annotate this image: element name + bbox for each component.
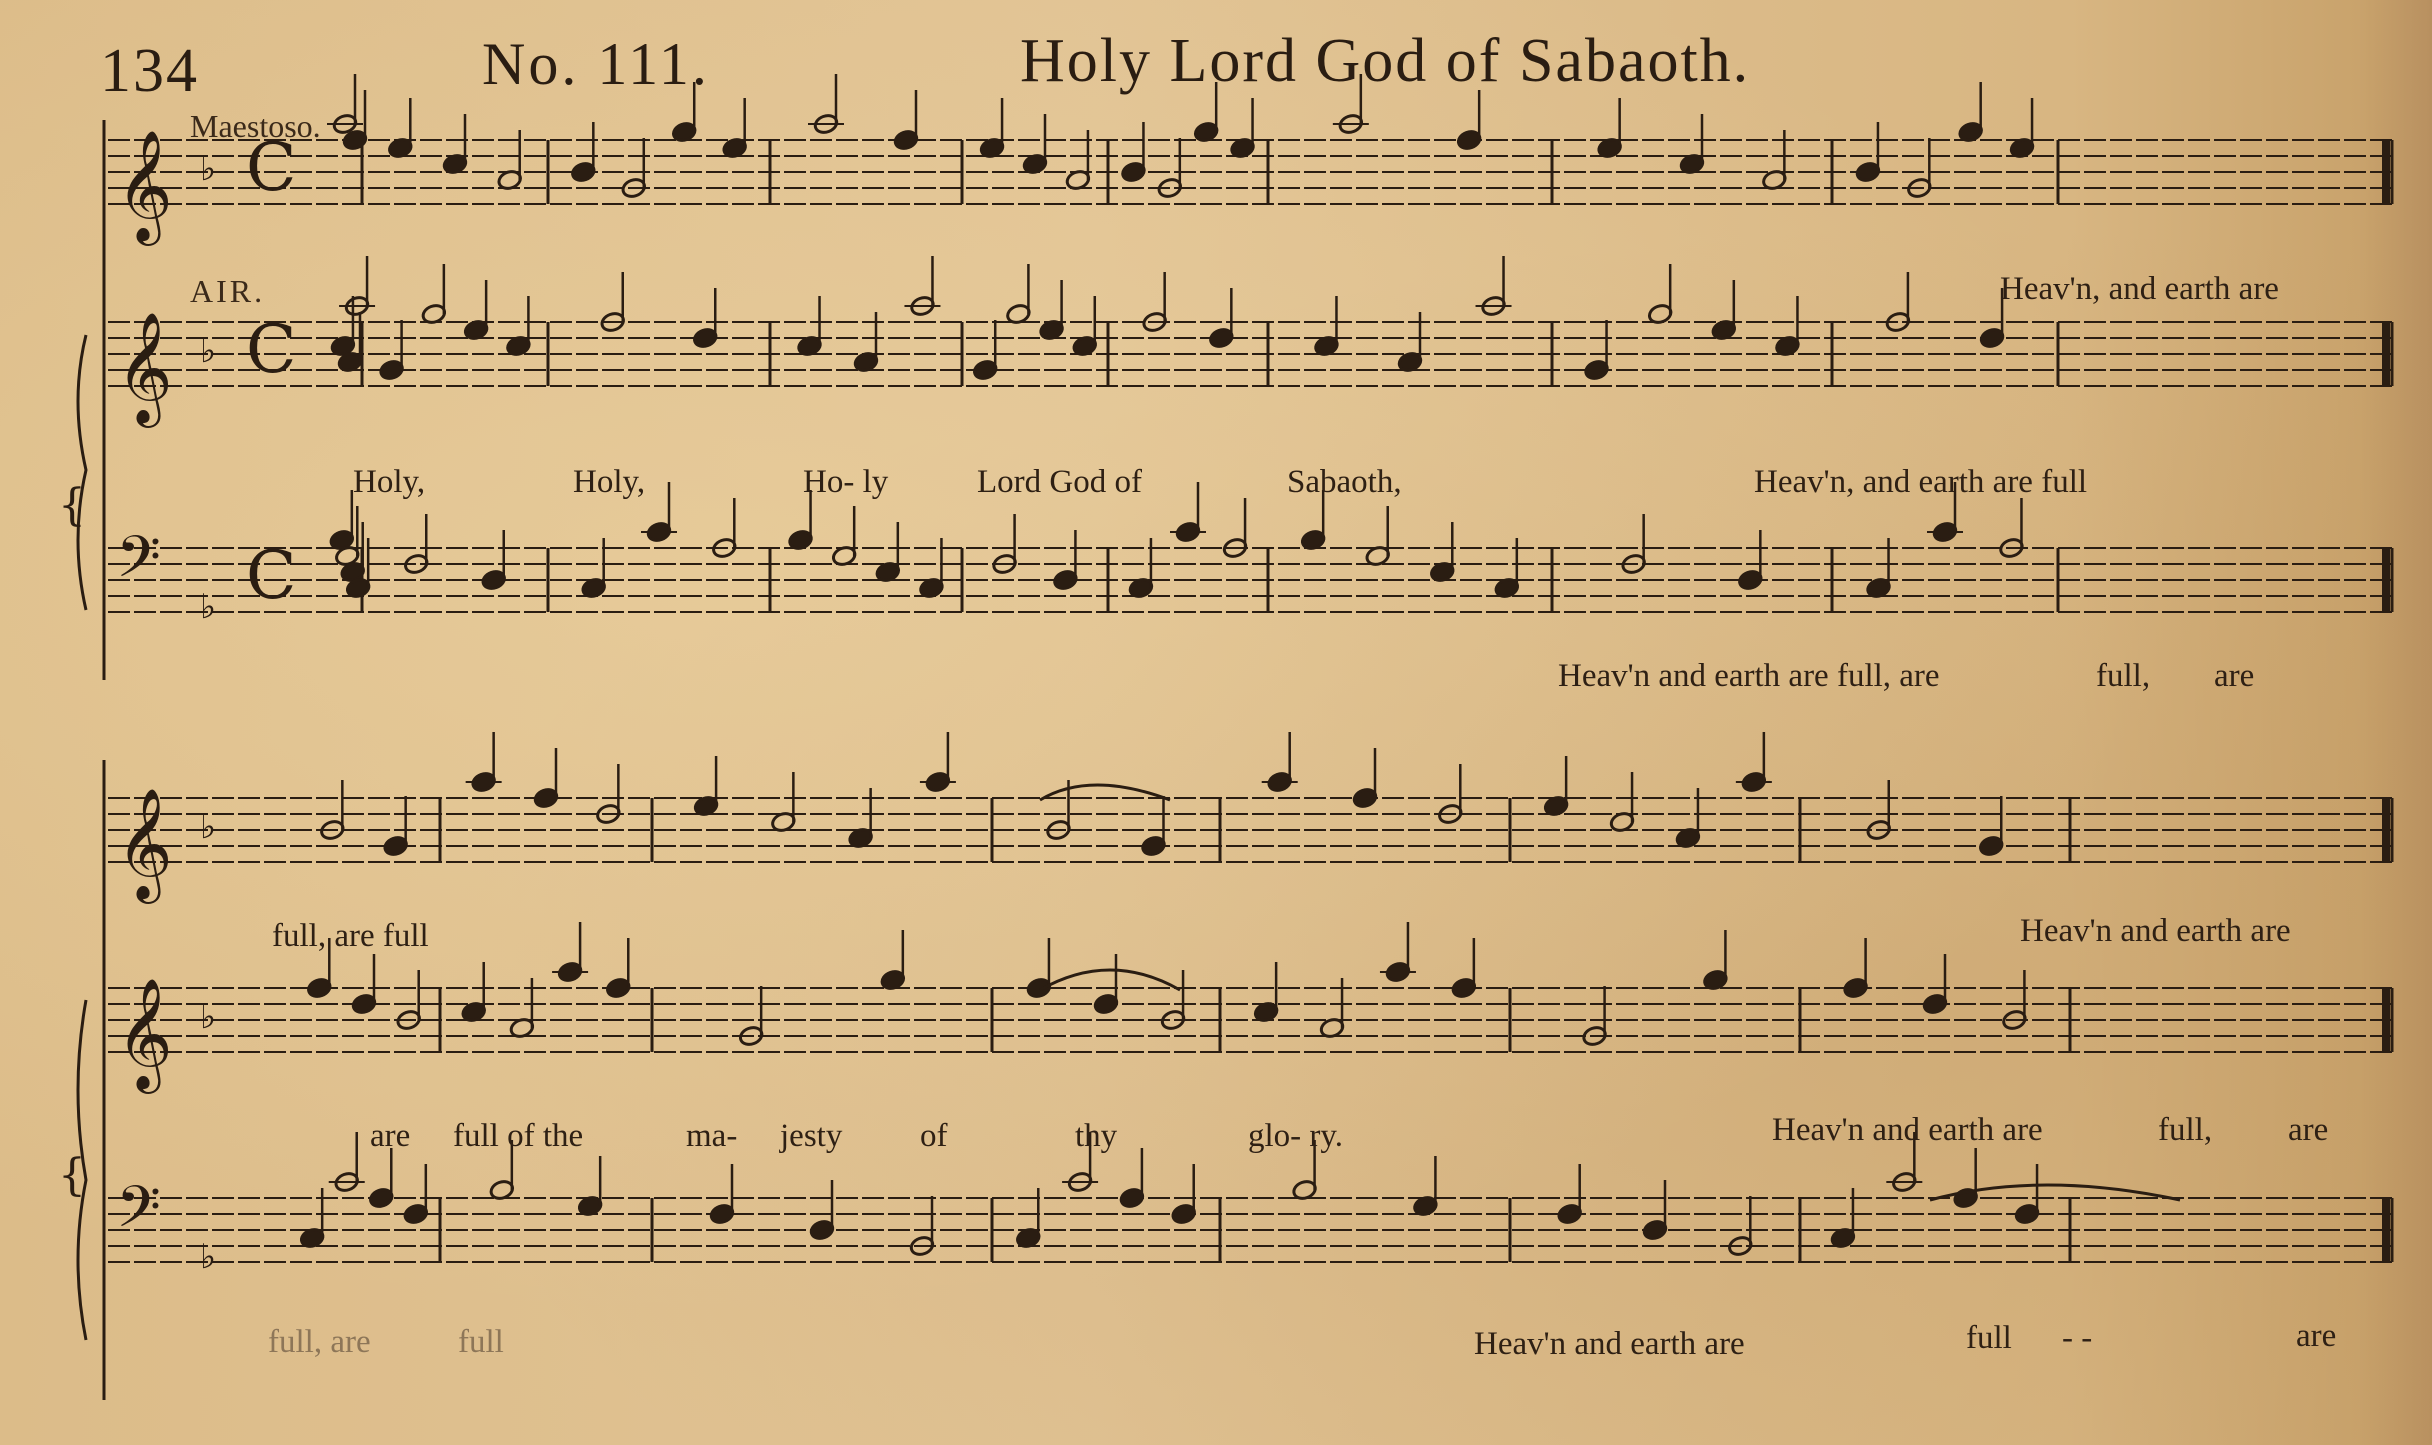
brace-mark: { [58,480,86,531]
system-brace [78,335,86,610]
lyric-line: Heav'n and earth are [2020,913,2291,949]
lyric-word: are [370,1118,411,1154]
lyric-word: are [2296,1318,2337,1354]
hymn-number: No. 111. [482,31,710,97]
final-bar [2382,798,2390,862]
lyric-word: Ho- ly [803,464,889,500]
final-bar [2382,322,2390,386]
flat-sign: ♭ [200,1237,217,1277]
lyric-line: Heav'n, and earth are [2000,271,2279,307]
lyric-line: Heav'n and earth are full, are [1558,658,1940,694]
lyric-line: full, are full [272,918,429,954]
lyric-word: glo- ry. [1248,1118,1344,1154]
lyric-line: Heav'n and earth are [1772,1112,2043,1148]
bass-clef: 𝄢 [116,1173,162,1255]
final-bar [2382,140,2390,204]
lyric-word: full [458,1324,504,1360]
lyric-word: Heav'n, and earth are full [1754,464,2088,500]
lyric-word: full [1966,1320,2012,1356]
page-title: Holy Lord God of Sabaoth. [1020,27,1751,95]
lyric-word: full of the [453,1118,584,1154]
lyric-word: are [2288,1112,2329,1148]
lyric-word: full, [2096,658,2151,694]
common-time: C [246,129,297,206]
lyric-word: of [920,1118,948,1154]
bass-clef: 𝄢 [116,523,162,605]
tempo-marking: Maestoso. [190,108,321,144]
flat-sign: ♭ [200,807,217,847]
final-bar [2382,548,2390,612]
lyric-word: ma- [686,1118,738,1154]
lyric-word: Lord God of [977,464,1142,500]
final-bar [2382,1198,2390,1262]
treble-clef: 𝄞 [116,129,173,241]
lyric-word: full, are [268,1324,371,1360]
lyric-word: are [2214,658,2255,694]
lyric-line: Heav'n and earth are [1474,1326,1745,1362]
page-number: 134 [100,37,199,105]
treble-clef: 𝄞 [116,311,173,423]
lyric-word: Sabaoth, [1287,464,1402,500]
lyric-word: jesty [780,1118,843,1154]
lyric-word: Holy, [353,464,426,500]
lyric-word: full, [2158,1112,2213,1148]
lyric-word: thy [1075,1118,1118,1154]
part-label: AIR. [190,273,266,309]
flat-sign: ♭ [200,149,217,189]
brace-mark: { [58,1150,86,1201]
common-time: C [246,537,297,614]
lyric-word: - - [2062,1320,2093,1356]
flat-sign: ♭ [200,587,217,627]
flat-sign: ♭ [200,997,217,1037]
final-bar [2382,988,2390,1052]
treble-clef: 𝄞 [116,787,173,899]
treble-clef: 𝄞 [116,977,173,1089]
lyric-word: Holy, [573,464,646,500]
common-time: C [246,311,297,388]
flat-sign: ♭ [200,331,217,371]
